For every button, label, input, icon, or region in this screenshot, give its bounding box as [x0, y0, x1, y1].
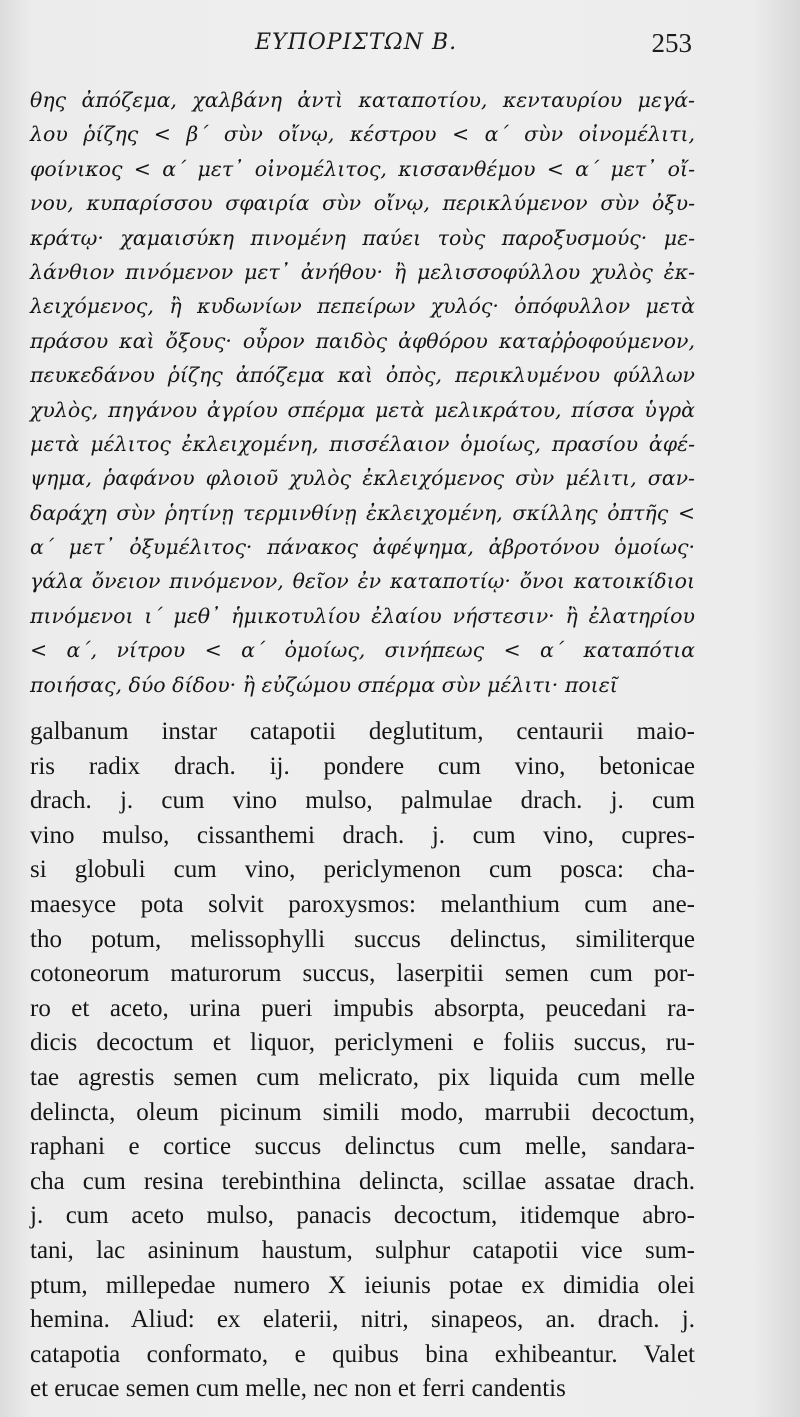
greek-text-line: θης ἀπόζεμα, χαλβάνη ἀντὶ καταποτίου, κενταυρίου μεγά- [30, 88, 695, 112]
latin-text-line: ro et aceto, urina pueri impubis absorpta, peucedani ra- [30, 994, 695, 1022]
latin-text-line: vino mulso, cissanthemi drach. j. cum vino, cupres- [30, 821, 695, 849]
latin-text-line: si globuli cum vino, periclymenon cum posca: cha- [30, 856, 695, 884]
latin-text-line: galbanum instar catapotii deglutitum, centaurii maio- [30, 718, 695, 745]
latin-text-line: cha cum resina terebinthina delincta, scillae assatae drach. [30, 1167, 695, 1195]
latin-text-line: cotoneorum maturorum succus, laserpitii semen cum por- [30, 960, 695, 988]
page-header [0, 28, 800, 68]
latin-text-line: tho potum, melissophylli succus delinctus, similiterque [30, 925, 695, 953]
latin-text-line: ptum, millepedae numero X ieiunis potae ex dimidia olei [30, 1271, 695, 1299]
latin-text-line: j. cum aceto mulso, panacis decoctum, itidemque abro- [30, 1202, 695, 1230]
greek-text-line: ποιήσας, δύο δίδου· ἢ εὐζώμου σπέρμα σὺν μέλιτι· ποιεῖ [30, 672, 618, 697]
greek-text-line: < α΄, νίτρου < α΄ ὁμοίως, σινήπεως < α΄ καταπότια [30, 638, 695, 663]
latin-text-line: ris radix drach. ij. pondere cum vino, betonicae [30, 752, 695, 780]
greek-text-line: χυλὸς, πηγάνου ἀγρίου σπέρμα μετὰ μελικράτου, πίσσα ὑγρὰ [30, 397, 695, 422]
latin-translation-block [30, 715, 695, 1407]
greek-text-line: ψημα, ῥαφάνου φλοιοῦ χυλὸς ἐκλειχόμενος σὺν μέλιτι, σαν- [30, 466, 695, 491]
greek-text-line: μετὰ μέλιτος ἐκλειχομένη, πισσέλαιον ὁμοίως, πρασίου ἀφέ- [30, 431, 695, 456]
greek-text-line: πράσου καὶ ὄξους· οὖρον παιδὸς ἀφθόρου καταῤῥοφούμενον, [30, 328, 695, 353]
greek-text-block [30, 83, 695, 702]
greek-text-line: λειχόμενος, ἢ κυδωνίων πεπείρων χυλός· ὀπόφυλλον μετὰ [30, 294, 695, 319]
latin-text-line: maesyce pota solvit paroxysmos: melanthium cum ane- [30, 890, 695, 918]
latin-text-line: tani, lac asininum haustum, sulphur catapotii vice sum- [30, 1236, 695, 1264]
latin-text-line: raphani e cortice succus delinctus cum melle, sandara- [30, 1133, 695, 1161]
greek-text-line: δαράχη σὺν ῥητίνῃ τερμινθίνῃ ἐκλειχομένη, σκίλλης ὀπτῆς < [30, 500, 695, 525]
latin-text-line: dicis decoctum et liquor, periclymeni e foliis succus, ru- [30, 1029, 695, 1057]
latin-text-line: drach. j. cum vino mulso, palmulae drach. j. cum [30, 787, 695, 815]
running-head: ΕΥΠΟΡΙΣΤΩΝ Β. [255, 30, 458, 55]
greek-text-line: γάλα ὄνειον πινόμενον, θεῖον ἐν καταποτίῳ· ὄνοι κατοικίδιοι [30, 569, 695, 594]
greek-text-line: λου ῥίζης < β΄ σὺν οἴνῳ, κέστρου < α΄ σὺν οἰνομέλιτι, [30, 122, 695, 147]
greek-text-line: πινόμενοι ι΄ μεθ᾽ ἡμικοτυλίου ἐλαίου νήστεσιν· ἢ ἐλατηρίου [30, 603, 695, 628]
greek-text-line: φοίνικος < α΄ μετ᾽ οἰνομέλιτος, κισσανθέμου < α΄ μετ᾽ οἴ- [30, 156, 695, 181]
latin-text-line: tae agrestis semen cum melicrato, pix liquida cum melle [30, 1063, 695, 1091]
greek-text-line: πευκεδάνου ῥίζης ἀπόζεμα καὶ ὀπὸς, περικλυμένου φύλλων [30, 363, 695, 388]
greek-text-line: νου, κυπαρίσσου σφαιρία σὺν οἴνῳ, περικλύμενον σὺν ὀξυ- [30, 191, 695, 216]
greek-text-line: κράτῳ· χαμαισύκη πινομένη παύει τοὺς παροξυσμούς· με- [30, 225, 695, 250]
page-number: 253 [651, 28, 692, 58]
latin-text-line: et erucae semen cum melle, nec non et ferri candentis [30, 1375, 566, 1403]
greek-text-line: α΄ μετ᾽ ὀξυμέλιτος· πάνακος ἀφέψημα, ἀβροτόνου ὁμοίως· [30, 535, 695, 560]
latin-text-line: delincta, oleum picinum simili modo, marrubii decoctum, [30, 1098, 695, 1126]
latin-text-line: hemina. Aliud: ex elaterii, nitri, sinapeos, an. drach. j. [30, 1306, 695, 1334]
latin-text-line: catapotia conformato, e quibus bina exhibeantur. Valet [30, 1340, 695, 1368]
greek-text-line: λάνθιον πινόμενον μετ᾽ ἀνήθου· ἢ μελισσοφύλλου χυλὸς ἐκ- [30, 259, 695, 284]
